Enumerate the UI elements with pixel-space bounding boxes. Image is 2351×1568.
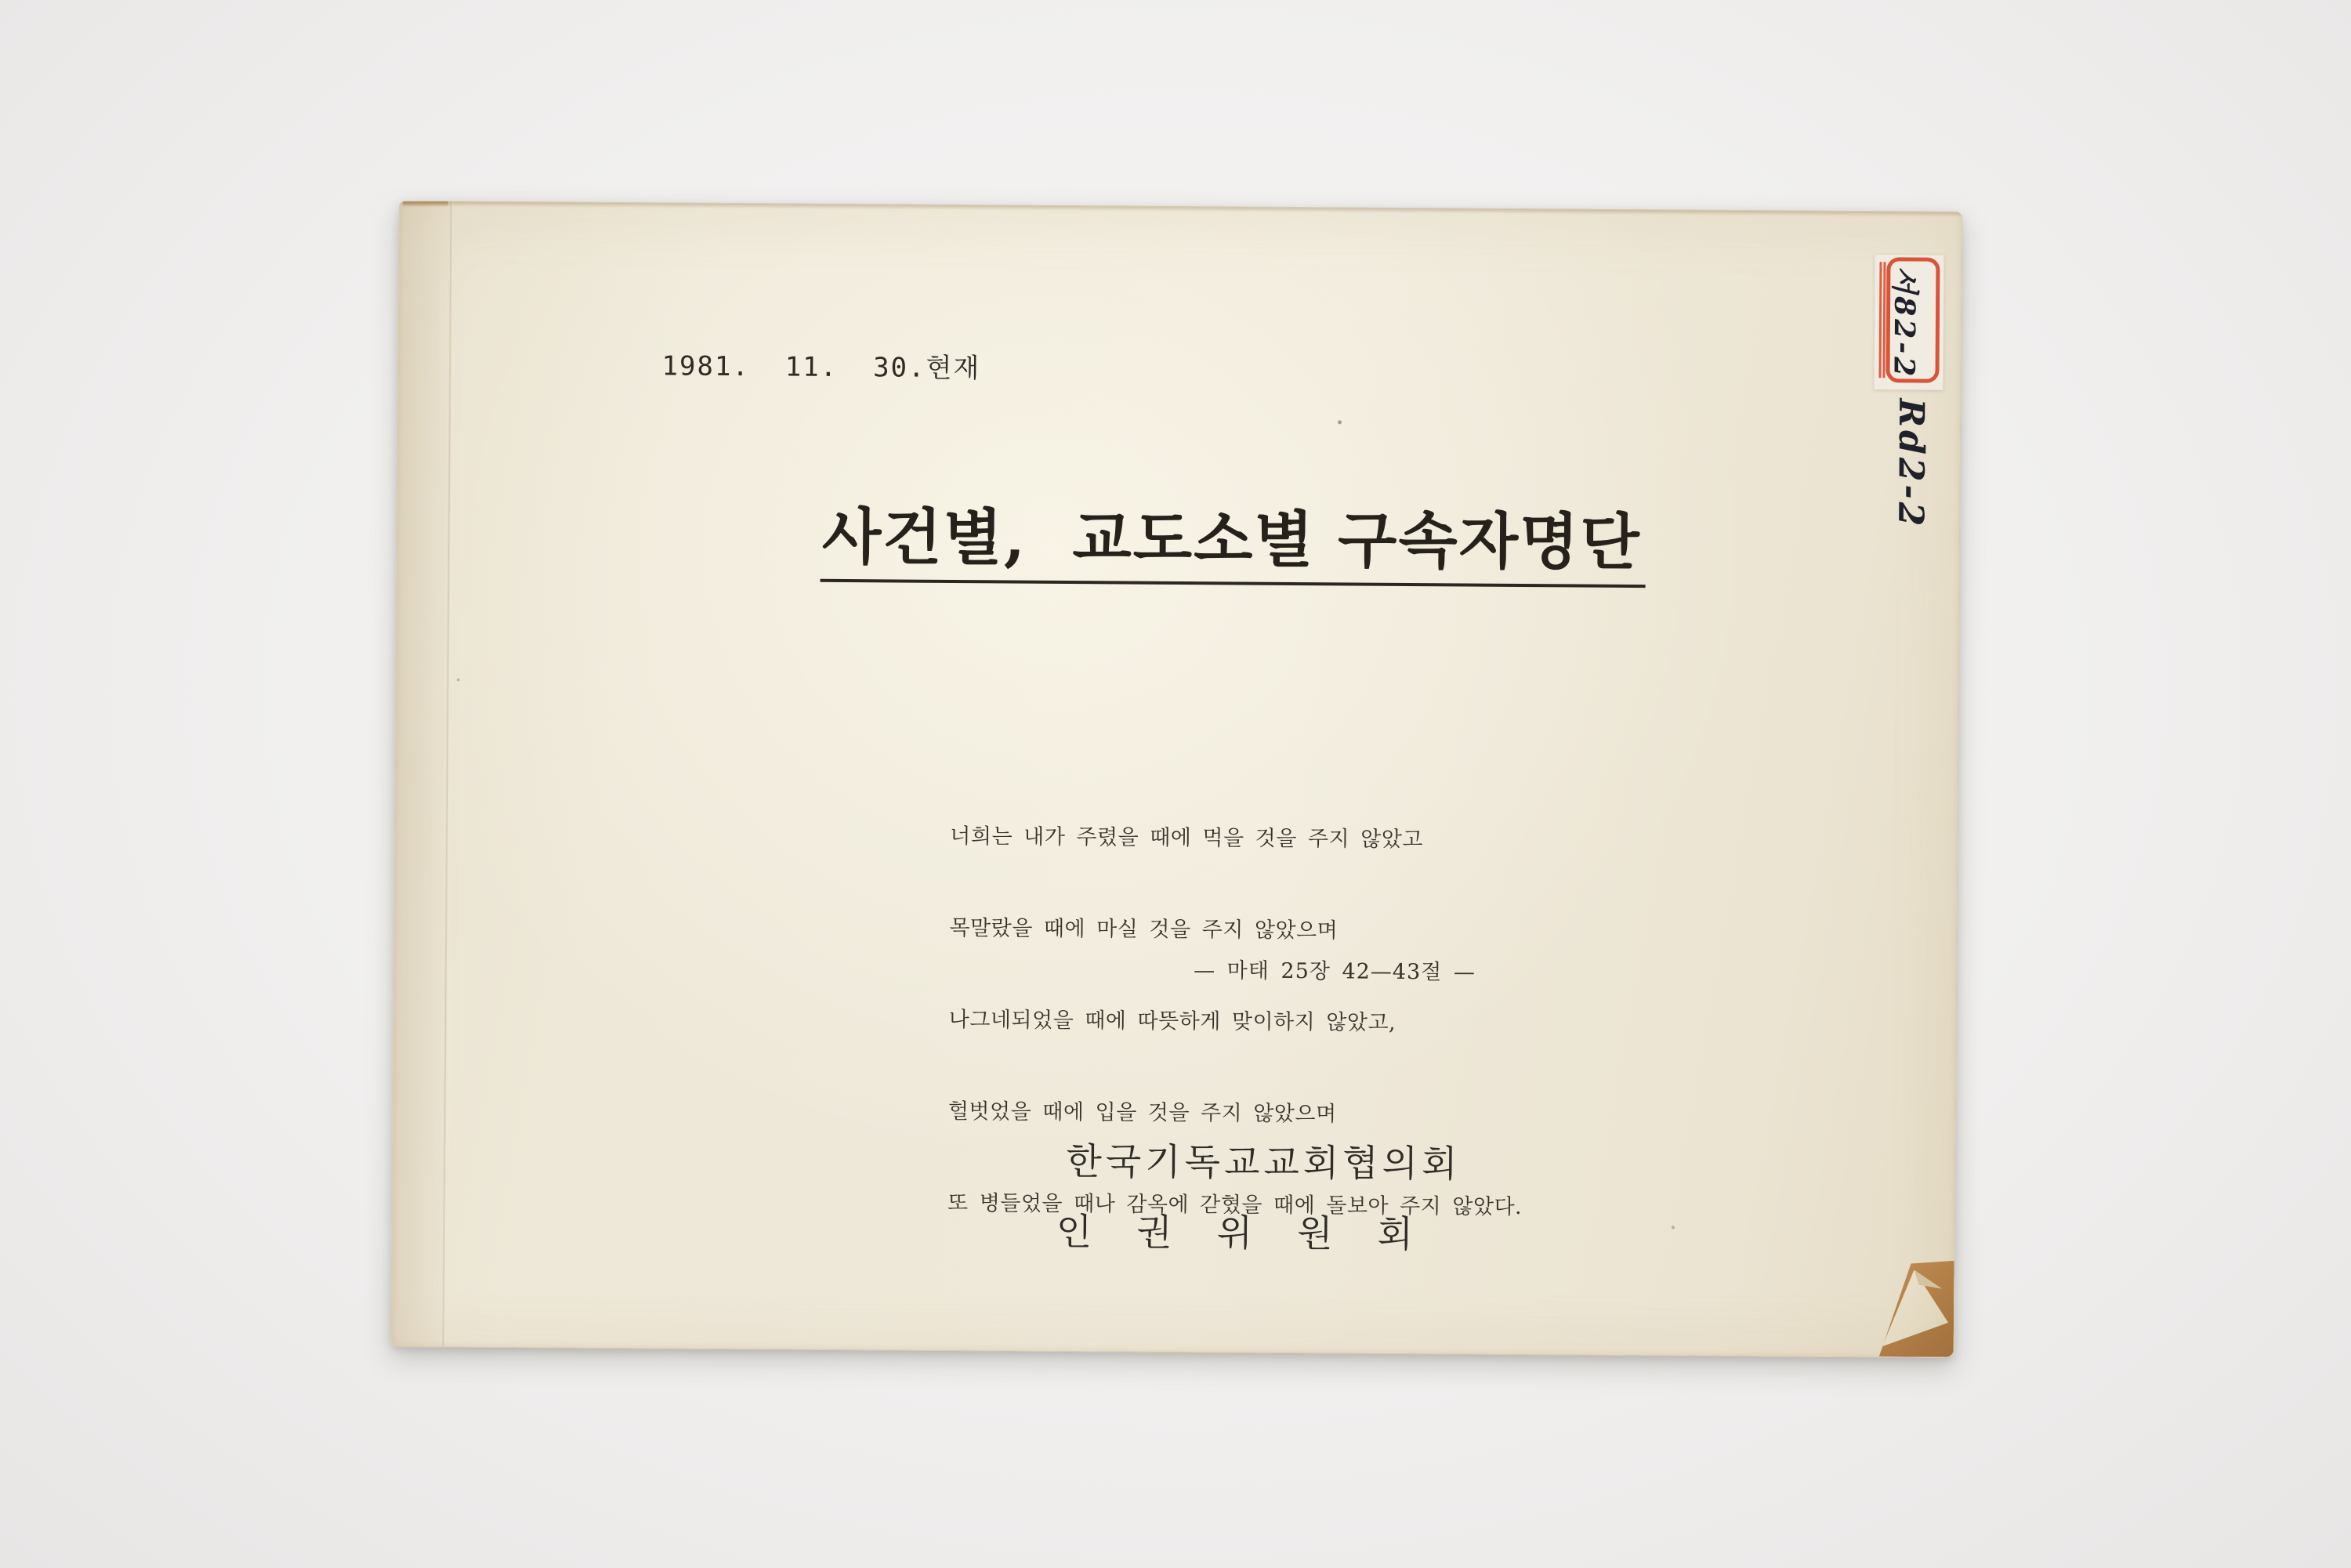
page-top-edge bbox=[400, 201, 1962, 217]
quote-line: 나그네되었을 때에 따뜻하게 맞이하지 않았고, bbox=[948, 1007, 1396, 1035]
paper-speck bbox=[457, 679, 460, 682]
handwritten-code-extension: Rd2-2 bbox=[1890, 398, 1932, 530]
quote-line: 헐벗었을 때에 입을 것을 주지 않았으며 bbox=[947, 1099, 1337, 1127]
paper-speck bbox=[1338, 420, 1342, 424]
date-line: 1981. 11. 30.현재 bbox=[661, 350, 981, 385]
publisher-organization: 한국기독교교회협의회 bbox=[1066, 1139, 1462, 1185]
quote-attribution: — 마태 25장 42—43절 — bbox=[1194, 958, 1476, 985]
handwritten-code-sticker: 서82-2 bbox=[1887, 266, 1922, 380]
cover-title: 사건별, 교도소별 구속자명단 bbox=[820, 507, 1646, 588]
folded-corner bbox=[1865, 1260, 1954, 1357]
sticker-accent-line bbox=[1878, 262, 1882, 378]
quote-line: 목말랐을 때에 마실 것을 주지 않았으며 bbox=[949, 915, 1339, 943]
quote-line: 너희는 내가 주렸을 때에 먹을 것을 주지 않았고 bbox=[950, 824, 1424, 853]
corner-tear bbox=[403, 201, 448, 207]
document-cover bbox=[391, 201, 1962, 1358]
quote-line: 또 병들었을 때나 감옥에 갇혔을 때에 돌보아 주지 않았다. bbox=[947, 1190, 1523, 1220]
archive-sticker bbox=[1874, 255, 1943, 390]
paper-speck bbox=[1672, 1226, 1675, 1229]
publisher-committee: 인 권 위 원 회 bbox=[1056, 1210, 1431, 1255]
